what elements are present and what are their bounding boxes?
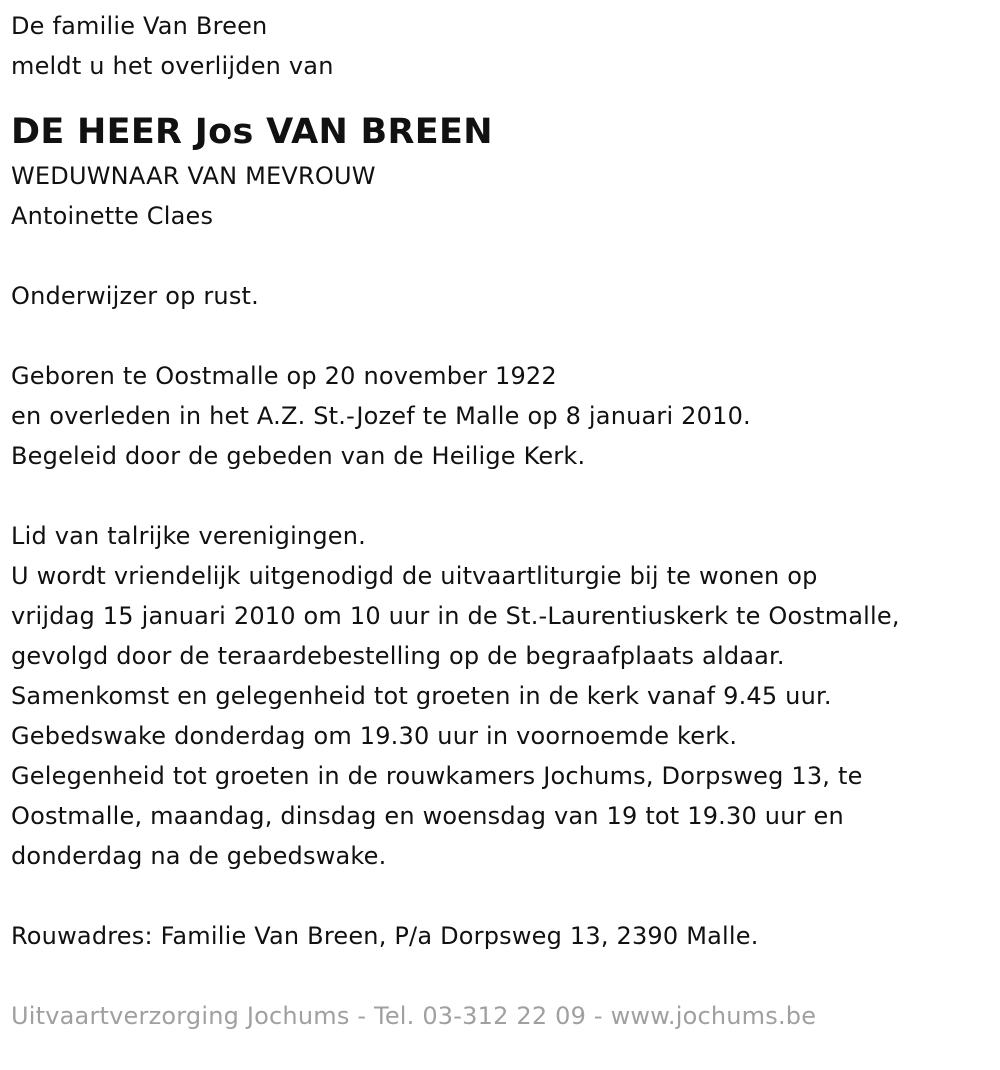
details-line: Samenkomst en gelegenheid tot groeten in de kerk vanaf 9.45 uur.: [11, 682, 832, 710]
spacer: [11, 476, 991, 516]
details-line: Lid van talrijke verenigingen.: [11, 522, 366, 550]
mourning-address: Rouwadres: Familie Van Breen, P/a Dorpsweg 13, 2390 Malle.: [11, 922, 759, 950]
intro-line-2: meldt u het overlijden van: [11, 52, 334, 80]
details-line: Gelegenheid tot groeten in de rouwkamers Jochums, Dorpsweg 13, te: [11, 762, 863, 790]
spacer: [11, 316, 991, 356]
spacer: [11, 956, 991, 996]
details-line: donderdag na de gebedswake.: [11, 842, 387, 870]
relation-text: WEDUWNAAR VAN MEVROUW: [11, 162, 376, 190]
details-line: Oostmalle, maandag, dinsdag en woensdag van 19 tot 19.30 uur en: [11, 802, 844, 830]
life-line: Begeleid door de gebeden van de Heilige Kerk.: [11, 442, 586, 470]
details-line: gevolgd door de teraardebestelling op de begraafplaats aldaar.: [11, 642, 785, 670]
spacer: [11, 876, 991, 916]
spacer: [11, 236, 991, 276]
details-line: U wordt vriendelijk uitgenodigd de uitvaartliturgie bij te wonen op: [11, 562, 818, 590]
funeral-home-footer: Uitvaartverzorging Jochums - Tel. 03-312 22 09 - www.jochums.be: [11, 1002, 817, 1030]
deceased-name: DE HEER Jos VAN BREEN: [11, 112, 493, 152]
details-line: Gebedswake donderdag om 19.30 uur in voornoemde kerk.: [11, 722, 738, 750]
spouse-name: Antoinette Claes: [11, 202, 214, 230]
intro-line-1: De familie Van Breen: [11, 12, 268, 40]
details-line: vrijdag 15 januari 2010 om 10 uur in de St.-Laurentiuskerk te Oostmalle,: [11, 602, 900, 630]
death-notice: [11, 6, 991, 1036]
life-line: Geboren te Oostmalle op 20 november 1922: [11, 362, 557, 390]
life-line: en overleden in het A.Z. St.-Jozef te Malle op 8 januari 2010.: [11, 402, 751, 430]
profession-text: Onderwijzer op rust.: [11, 282, 259, 310]
spacer: [11, 86, 991, 106]
